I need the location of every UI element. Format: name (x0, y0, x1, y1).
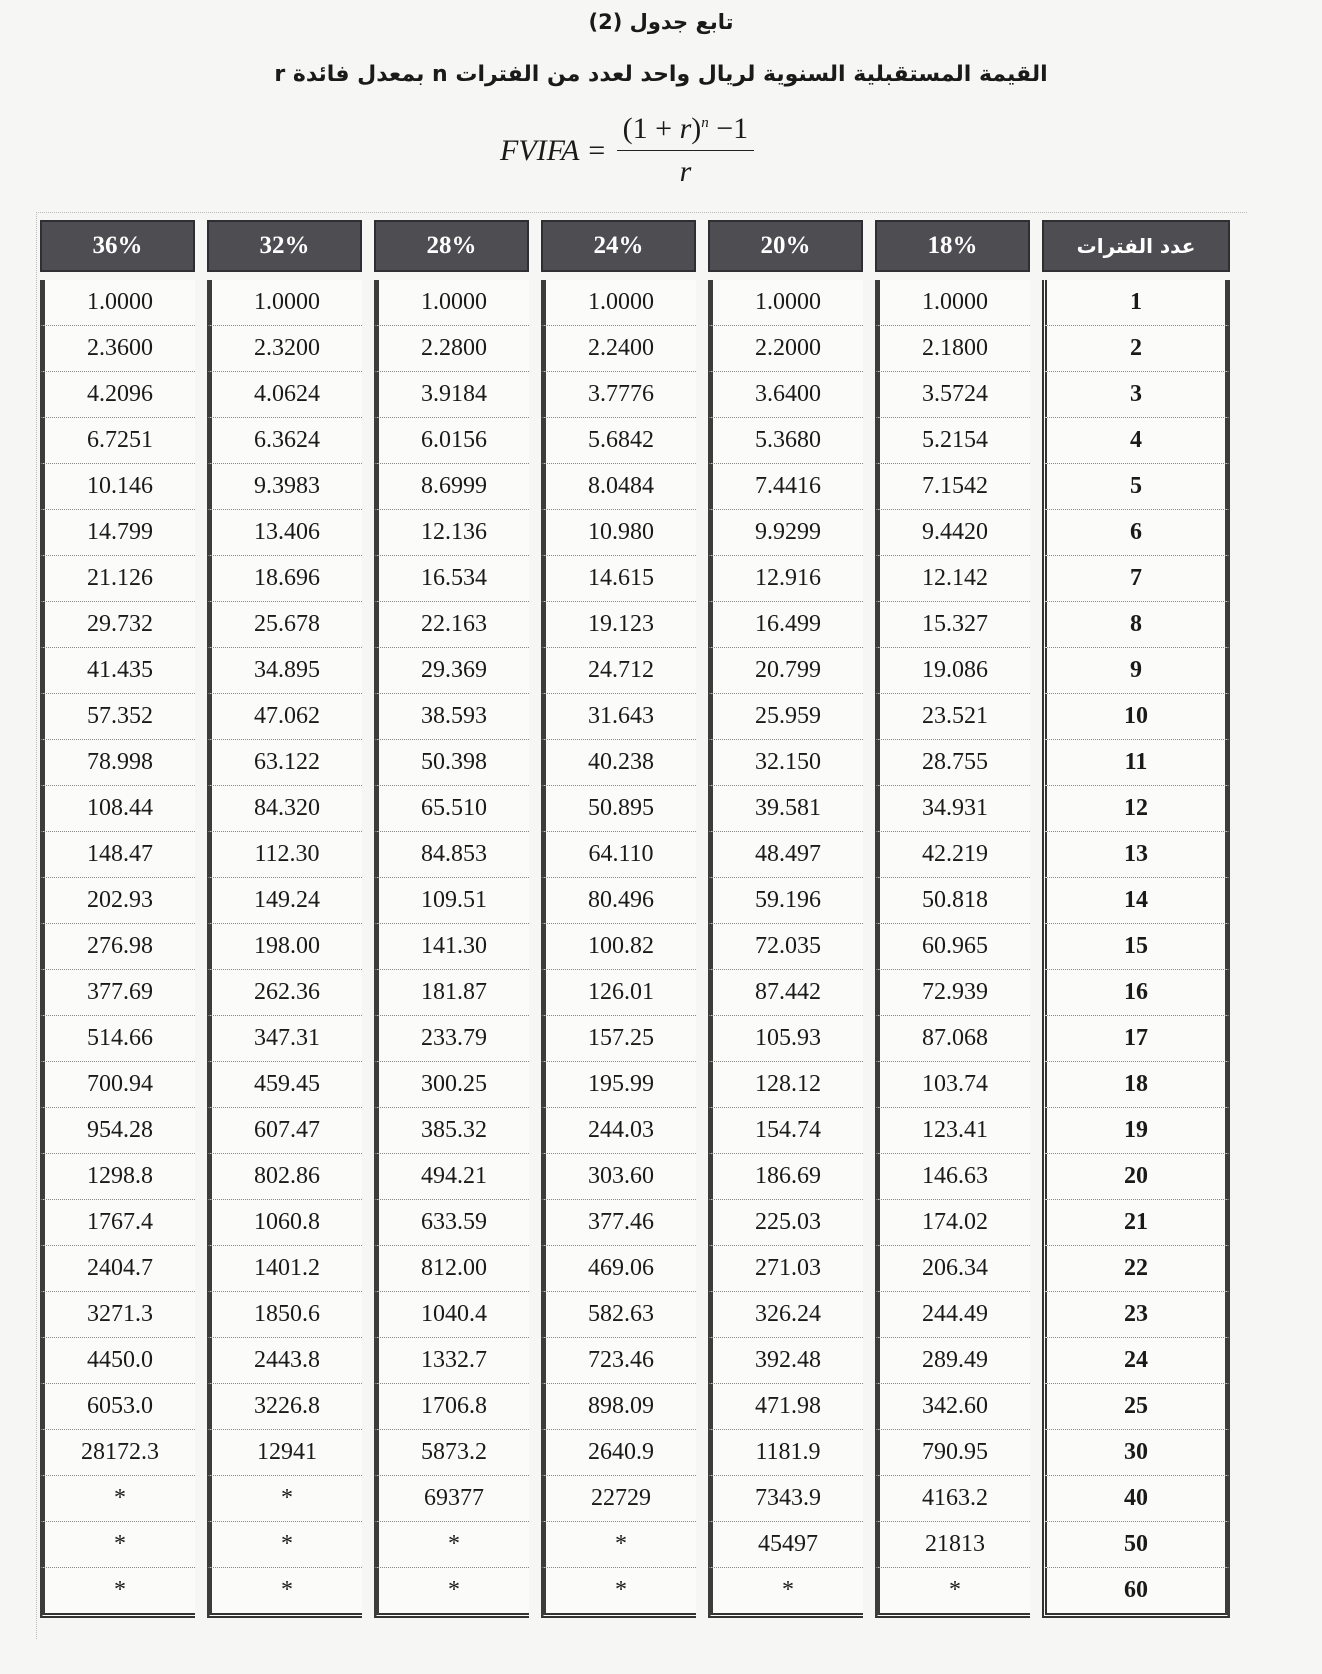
table-cell-value: 186.69 (708, 1154, 863, 1200)
table-cell-value: 1.0000 (708, 280, 863, 326)
table-cell-value: 23.521 (875, 694, 1030, 740)
table-cell-value: 4.2096 (40, 372, 195, 418)
table-cell-value: 21813 (875, 1522, 1030, 1568)
column-header-rate: 28% (374, 220, 529, 272)
table-cell-period: 14 (1042, 878, 1230, 924)
table-cell-value: 3.5724 (875, 372, 1030, 418)
table-cell-value: 4163.2 (875, 1476, 1030, 1522)
table-row (40, 418, 1230, 464)
column-header-rate: 20% (708, 220, 863, 272)
table-cell-value: 377.69 (40, 970, 195, 1016)
table-cell-value: 244.49 (875, 1292, 1030, 1338)
table-cell-value: 262.36 (207, 970, 362, 1016)
table-row (40, 878, 1230, 924)
table-cell-value: * (207, 1476, 362, 1522)
table-cell-value: 303.60 (541, 1154, 696, 1200)
table-cell-value: 13.406 (207, 510, 362, 556)
table-cell-value: 6053.0 (40, 1384, 195, 1430)
table-cell-value: 9.4420 (875, 510, 1030, 556)
table-cell-value: 146.63 (875, 1154, 1030, 1200)
table-cell-value: 12941 (207, 1430, 362, 1476)
table-cell-value: 29.732 (40, 602, 195, 648)
continued-table-title: تابع جدول (2) (588, 10, 734, 34)
table-cell-value: 22.163 (374, 602, 529, 648)
table-cell-value: 1298.8 (40, 1154, 195, 1200)
table-cell-value: 1.0000 (875, 280, 1030, 326)
table-cell-value: 24.712 (541, 648, 696, 694)
table-cell-value: 1401.2 (207, 1246, 362, 1292)
table-row (40, 372, 1230, 418)
table-cell-value: 72.939 (875, 970, 1030, 1016)
table-cell-value: 4.0624 (207, 372, 362, 418)
table-cell-value: 42.219 (875, 832, 1030, 878)
table-cell-value: 954.28 (40, 1108, 195, 1154)
table-cell-value: 6.7251 (40, 418, 195, 464)
page-title: القيمة المستقبلية السنوية لريال واحد لعدد من الفترات n بمعدل فائدة r (274, 62, 1048, 87)
table-cell-value: 812.00 (374, 1246, 529, 1292)
table-cell-value: * (541, 1568, 696, 1618)
table-cell-value: 2443.8 (207, 1338, 362, 1384)
formula-denominator: r (679, 155, 692, 188)
table-cell-period: 17 (1042, 1016, 1230, 1062)
table-cell-period: 6 (1042, 510, 1230, 556)
fvifa-formula (500, 112, 754, 189)
table-row (40, 1200, 1230, 1246)
table-cell-period: 19 (1042, 1108, 1230, 1154)
table-row (40, 1292, 1230, 1338)
table-cell-value: 108.44 (40, 786, 195, 832)
table-cell-value: 1.0000 (40, 280, 195, 326)
table-row (40, 1522, 1230, 1568)
table-cell-value: 5.2154 (875, 418, 1030, 464)
table-cell-value: 2.2800 (374, 326, 529, 372)
table-cell-value: 63.122 (207, 740, 362, 786)
table-cell-value: 3.6400 (708, 372, 863, 418)
table-cell-period: 12 (1042, 786, 1230, 832)
table-row (40, 1246, 1230, 1292)
table-cell-value: * (40, 1568, 195, 1618)
table-cell-value: 128.12 (708, 1062, 863, 1108)
table-cell-value: 1850.6 (207, 1292, 362, 1338)
table-cell-value: 126.01 (541, 970, 696, 1016)
table-cell-period: 23 (1042, 1292, 1230, 1338)
table-cell-period: 4 (1042, 418, 1230, 464)
table-cell-value: 8.0484 (541, 464, 696, 510)
table-cell-value: 32.150 (708, 740, 863, 786)
table-cell-value: 5.3680 (708, 418, 863, 464)
table-cell-value: 25.959 (708, 694, 863, 740)
column-header-rate: 32% (207, 220, 362, 272)
table-cell-value: * (708, 1568, 863, 1618)
table-cell-value: 6.0156 (374, 418, 529, 464)
table-row (40, 326, 1230, 372)
table-row (40, 510, 1230, 556)
table-cell-value: 2.2400 (541, 326, 696, 372)
table-cell-value: 25.678 (207, 602, 362, 648)
column-header-rate: 18% (875, 220, 1030, 272)
table-cell-value: 300.25 (374, 1062, 529, 1108)
table-cell-value: 6.3624 (207, 418, 362, 464)
formula-lhs: FVIFA = (500, 133, 607, 167)
header-row (40, 220, 1230, 272)
table-cell-value: 1060.8 (207, 1200, 362, 1246)
table-cell-period: 25 (1042, 1384, 1230, 1430)
table-cell-value: * (207, 1568, 362, 1618)
table-body (40, 272, 1230, 1618)
table-cell-value: 34.895 (207, 648, 362, 694)
fvifa-table (28, 220, 1242, 1618)
table-cell-value: * (207, 1522, 362, 1568)
table-cell-period: 20 (1042, 1154, 1230, 1200)
table-cell-value: 195.99 (541, 1062, 696, 1108)
table-cell-period: 13 (1042, 832, 1230, 878)
table-cell-value: 459.45 (207, 1062, 362, 1108)
table-cell-value: 342.60 (875, 1384, 1030, 1430)
table-cell-value: 45497 (708, 1522, 863, 1568)
table-cell-value: 87.068 (875, 1016, 1030, 1062)
header-spacer-cell (40, 272, 1230, 280)
table-cell-value: 12.916 (708, 556, 863, 602)
table-cell-value: 582.63 (541, 1292, 696, 1338)
formula-numerator (617, 112, 755, 151)
table-cell-value: 84.853 (374, 832, 529, 878)
table-cell-value: 244.03 (541, 1108, 696, 1154)
table-cell-value: 31.643 (541, 694, 696, 740)
table-cell-value: * (374, 1522, 529, 1568)
table-cell-value: 34.931 (875, 786, 1030, 832)
table-cell-value: 29.369 (374, 648, 529, 694)
table-cell-value: 7343.9 (708, 1476, 863, 1522)
table-cell-value: 14.615 (541, 556, 696, 602)
table-cell-period: 9 (1042, 648, 1230, 694)
table-cell-value: 16.534 (374, 556, 529, 602)
table-row (40, 1338, 1230, 1384)
table-cell-value: 289.49 (875, 1338, 1030, 1384)
table-cell-value: 1.0000 (207, 280, 362, 326)
table-cell-value: 1767.4 (40, 1200, 195, 1246)
table-cell-value: 3271.3 (40, 1292, 195, 1338)
table-row (40, 464, 1230, 510)
table-cell-value: 326.24 (708, 1292, 863, 1338)
table-cell-value: * (541, 1522, 696, 1568)
table-cell-value: 148.47 (40, 832, 195, 878)
table-row (40, 1430, 1230, 1476)
table-cell-value: 802.86 (207, 1154, 362, 1200)
table-cell-value: 2.3600 (40, 326, 195, 372)
table-cell-value: 377.46 (541, 1200, 696, 1246)
table-cell-value: 469.06 (541, 1246, 696, 1292)
table-cell-value: 50.818 (875, 878, 1030, 924)
table-cell-value: 5873.2 (374, 1430, 529, 1476)
table-cell-period: 50 (1042, 1522, 1230, 1568)
table-cell-value: 202.93 (40, 878, 195, 924)
table-cell-value: 233.79 (374, 1016, 529, 1062)
column-header-rate: 24% (541, 220, 696, 272)
table-cell-value: 80.496 (541, 878, 696, 924)
table-cell-value: 15.327 (875, 602, 1030, 648)
table-cell-period: 40 (1042, 1476, 1230, 1522)
table-cell-value: 9.9299 (708, 510, 863, 556)
table-cell-period: 3 (1042, 372, 1230, 418)
table-cell-value: 48.497 (708, 832, 863, 878)
table-cell-value: 141.30 (374, 924, 529, 970)
table-cell-value: 72.035 (708, 924, 863, 970)
table-cell-value: 3226.8 (207, 1384, 362, 1430)
table-cell-value: 39.581 (708, 786, 863, 832)
table-cell-value: 87.442 (708, 970, 863, 1016)
table-cell-value: 105.93 (708, 1016, 863, 1062)
table-cell-value: 5.6842 (541, 418, 696, 464)
table-cell-value: 8.6999 (374, 464, 529, 510)
table-row (40, 694, 1230, 740)
table-cell-value: * (374, 1568, 529, 1618)
table-cell-period: 11 (1042, 740, 1230, 786)
table-row (40, 1384, 1230, 1430)
table-row (40, 832, 1230, 878)
formula-tail: −1 (708, 112, 749, 145)
table-cell-period: 60 (1042, 1568, 1230, 1618)
formula-exponent: n (701, 115, 709, 131)
table-row (40, 740, 1230, 786)
table-cell-value: 50.895 (541, 786, 696, 832)
table-cell-value: 7.1542 (875, 464, 1030, 510)
table-cell-value: 16.499 (708, 602, 863, 648)
table-cell-value: 78.998 (40, 740, 195, 786)
table-cell-value: 19.123 (541, 602, 696, 648)
table-cell-value: 9.3983 (207, 464, 362, 510)
table-cell-period: 1 (1042, 280, 1230, 326)
table-row (40, 1476, 1230, 1522)
table-row (40, 280, 1230, 326)
table-cell-value: 28172.3 (40, 1430, 195, 1476)
table-cell-value: 123.41 (875, 1108, 1030, 1154)
table-cell-value: 10.146 (40, 464, 195, 510)
table-cell-value: 59.196 (708, 878, 863, 924)
table-cell-value: 1040.4 (374, 1292, 529, 1338)
table-cell-value: 38.593 (374, 694, 529, 740)
table-cell-value: 206.34 (875, 1246, 1030, 1292)
column-header-periods: عدد الفترات (1042, 220, 1230, 272)
table-cell-value: 898.09 (541, 1384, 696, 1430)
table-cell-period: 24 (1042, 1338, 1230, 1384)
table-cell-value: 276.98 (40, 924, 195, 970)
table-row (40, 1016, 1230, 1062)
table-row (40, 1062, 1230, 1108)
table-cell-value: 103.74 (875, 1062, 1030, 1108)
table-cell-value: * (40, 1522, 195, 1568)
table-cell-value: 514.66 (40, 1016, 195, 1062)
table-cell-value: 47.062 (207, 694, 362, 740)
table-cell-value: 198.00 (207, 924, 362, 970)
table-row (40, 1568, 1230, 1618)
table-cell-value: 28.755 (875, 740, 1030, 786)
table-cell-value: 2404.7 (40, 1246, 195, 1292)
table-cell-value: 10.980 (541, 510, 696, 556)
table-cell-value: 471.98 (708, 1384, 863, 1430)
table-cell-value: 60.965 (875, 924, 1030, 970)
table-cell-value: * (875, 1568, 1030, 1618)
table-cell-value: 65.510 (374, 786, 529, 832)
table-cell-period: 10 (1042, 694, 1230, 740)
table-row (40, 970, 1230, 1016)
table-cell-value: 1.0000 (541, 280, 696, 326)
table-cell-value: 57.352 (40, 694, 195, 740)
table-row (40, 924, 1230, 970)
table-cell-value: 385.32 (374, 1108, 529, 1154)
table-cell-period: 2 (1042, 326, 1230, 372)
table-cell-period: 18 (1042, 1062, 1230, 1108)
table-cell-value: 41.435 (40, 648, 195, 694)
table-cell-value: 1181.9 (708, 1430, 863, 1476)
table-row (40, 556, 1230, 602)
table-cell-value: 1706.8 (374, 1384, 529, 1430)
table-cell-value: 174.02 (875, 1200, 1030, 1246)
table-cell-period: 15 (1042, 924, 1230, 970)
table-cell-value: 1332.7 (374, 1338, 529, 1384)
table-cell-value: 20.799 (708, 648, 863, 694)
table-cell-value: 3.7776 (541, 372, 696, 418)
table-row (40, 648, 1230, 694)
table-row (40, 786, 1230, 832)
table-cell-value: 700.94 (40, 1062, 195, 1108)
table-cell-value: * (40, 1476, 195, 1522)
table-cell-value: 157.25 (541, 1016, 696, 1062)
table-cell-value: 100.82 (541, 924, 696, 970)
table-cell-value: 40.238 (541, 740, 696, 786)
table-cell-period: 22 (1042, 1246, 1230, 1292)
table-cell-value: 271.03 (708, 1246, 863, 1292)
table-cell-value: 112.30 (207, 832, 362, 878)
formula-close: ) (691, 112, 702, 145)
table-cell-value: 225.03 (708, 1200, 863, 1246)
formula-fraction (617, 112, 755, 189)
table-cell-value: 50.398 (374, 740, 529, 786)
table-cell-value: 790.95 (875, 1430, 1030, 1476)
table-row (40, 1154, 1230, 1200)
table-cell-period: 16 (1042, 970, 1230, 1016)
table-cell-period: 8 (1042, 602, 1230, 648)
formula-open: (1 + (622, 112, 680, 145)
table-cell-value: 1.0000 (374, 280, 529, 326)
table-cell-value: 2640.9 (541, 1430, 696, 1476)
table-cell-value: 3.9184 (374, 372, 529, 418)
table-cell-period: 30 (1042, 1430, 1230, 1476)
table-cell-value: 18.696 (207, 556, 362, 602)
header-spacer (40, 272, 1230, 280)
table-cell-value: 2.2000 (708, 326, 863, 372)
table-cell-value: 22729 (541, 1476, 696, 1522)
table-cell-period: 21 (1042, 1200, 1230, 1246)
column-header-rate: 36% (40, 220, 195, 272)
table-cell-value: 633.59 (374, 1200, 529, 1246)
table-cell-value: 607.47 (207, 1108, 362, 1154)
table-row (40, 1108, 1230, 1154)
table-cell-value: 7.4416 (708, 464, 863, 510)
table-cell-value: 12.136 (374, 510, 529, 556)
table-cell-value: 2.3200 (207, 326, 362, 372)
table-cell-value: 14.799 (40, 510, 195, 556)
table-cell-value: 12.142 (875, 556, 1030, 602)
table-cell-value: 19.086 (875, 648, 1030, 694)
table-cell-value: 181.87 (374, 970, 529, 1016)
table-cell-value: 109.51 (374, 878, 529, 924)
table-cell-value: 4450.0 (40, 1338, 195, 1384)
table-row (40, 602, 1230, 648)
formula-rate-var: r (679, 112, 692, 145)
table-cell-value: 69377 (374, 1476, 529, 1522)
table-cell-period: 5 (1042, 464, 1230, 510)
table-cell-value: 2.1800 (875, 326, 1030, 372)
table-cell-value: 154.74 (708, 1108, 863, 1154)
table-cell-value: 494.21 (374, 1154, 529, 1200)
table-cell-period: 7 (1042, 556, 1230, 602)
table-cell-value: 392.48 (708, 1338, 863, 1384)
table-cell-value: 21.126 (40, 556, 195, 602)
table-cell-value: 84.320 (207, 786, 362, 832)
table-cell-value: 149.24 (207, 878, 362, 924)
table-cell-value: 347.31 (207, 1016, 362, 1062)
table-cell-value: 64.110 (541, 832, 696, 878)
table-cell-value: 723.46 (541, 1338, 696, 1384)
